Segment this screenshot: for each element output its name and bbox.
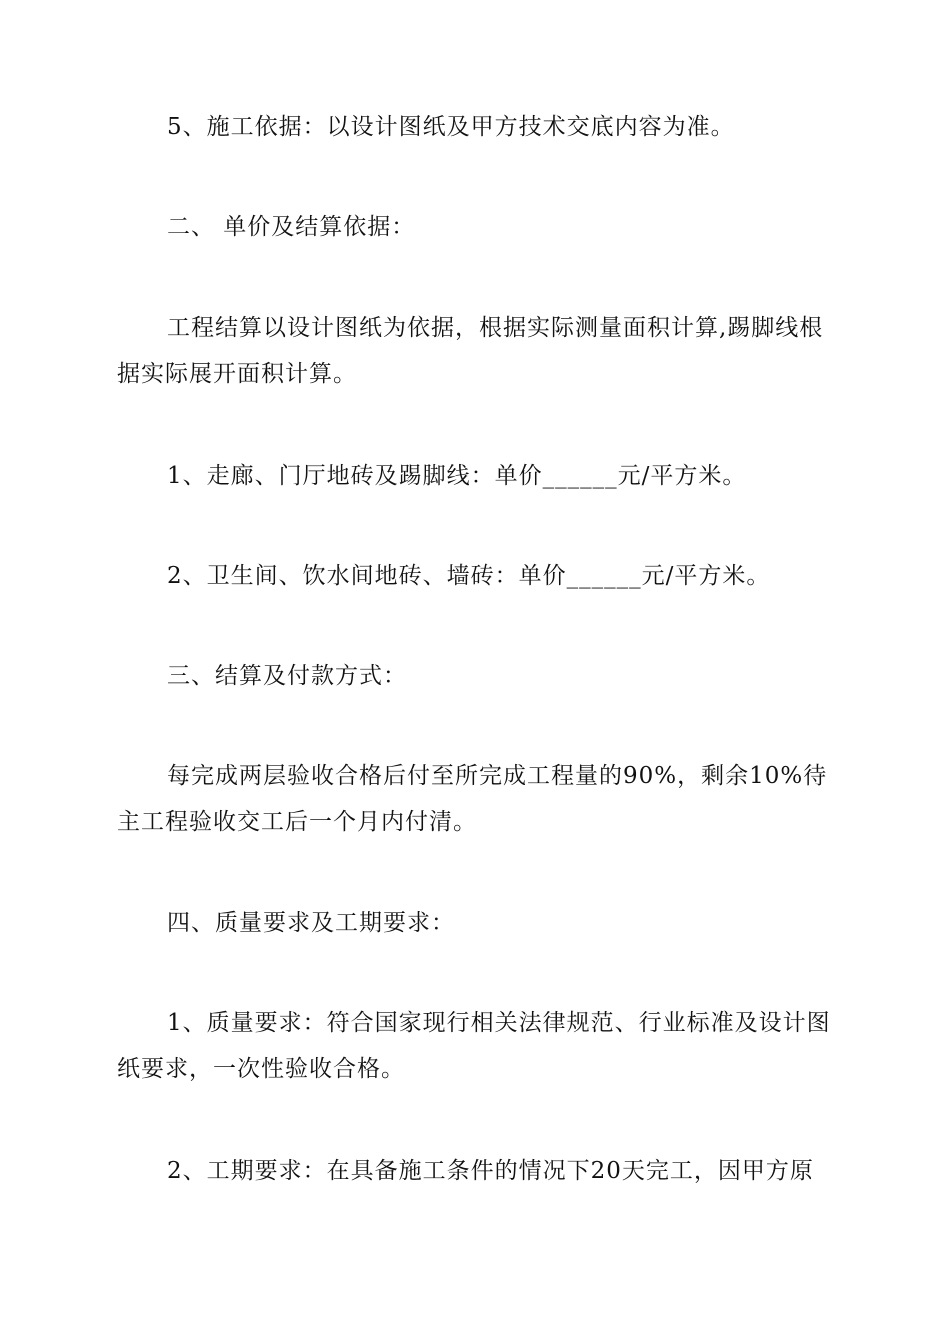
heading-payment-method: 三、结算及付款方式： — [167, 663, 407, 689]
paragraph-settlement-basis: 工程结算以设计图纸为依据，根据实际测量面积计算,踢脚线根据实际展开面积计算。 — [117, 315, 824, 387]
heading-unit-price-settlement: 二、 单价及结算依据： — [167, 214, 416, 240]
paragraph-payment-terms: 每完成两层验收合格后付至所完成工程量的90%，剩余10%待主工程验收交工后一个月内付清。 — [117, 763, 828, 835]
paragraph-schedule-requirement: 2、工期要求：在具备施工条件的情况下20天完工，因甲方原 — [167, 1158, 814, 1184]
heading-quality-schedule: 四、质量要求及工期要求： — [167, 910, 455, 936]
paragraph-bathroom-tile-price: 2、卫生间、饮水间地砖、墙砖：单价______元/平方米。 — [167, 563, 771, 589]
paragraph-construction-basis: 5、施工依据：以设计图纸及甲方技术交底内容为准。 — [167, 114, 735, 140]
paragraph-corridor-tile-price: 1、走廊、门厅地砖及踢脚线：单价______元/平方米。 — [167, 463, 747, 489]
paragraph-quality-requirement: 1、质量要求：符合国家现行相关法律规范、行业标准及设计图纸要求，一次性验收合格。 — [117, 1010, 831, 1082]
